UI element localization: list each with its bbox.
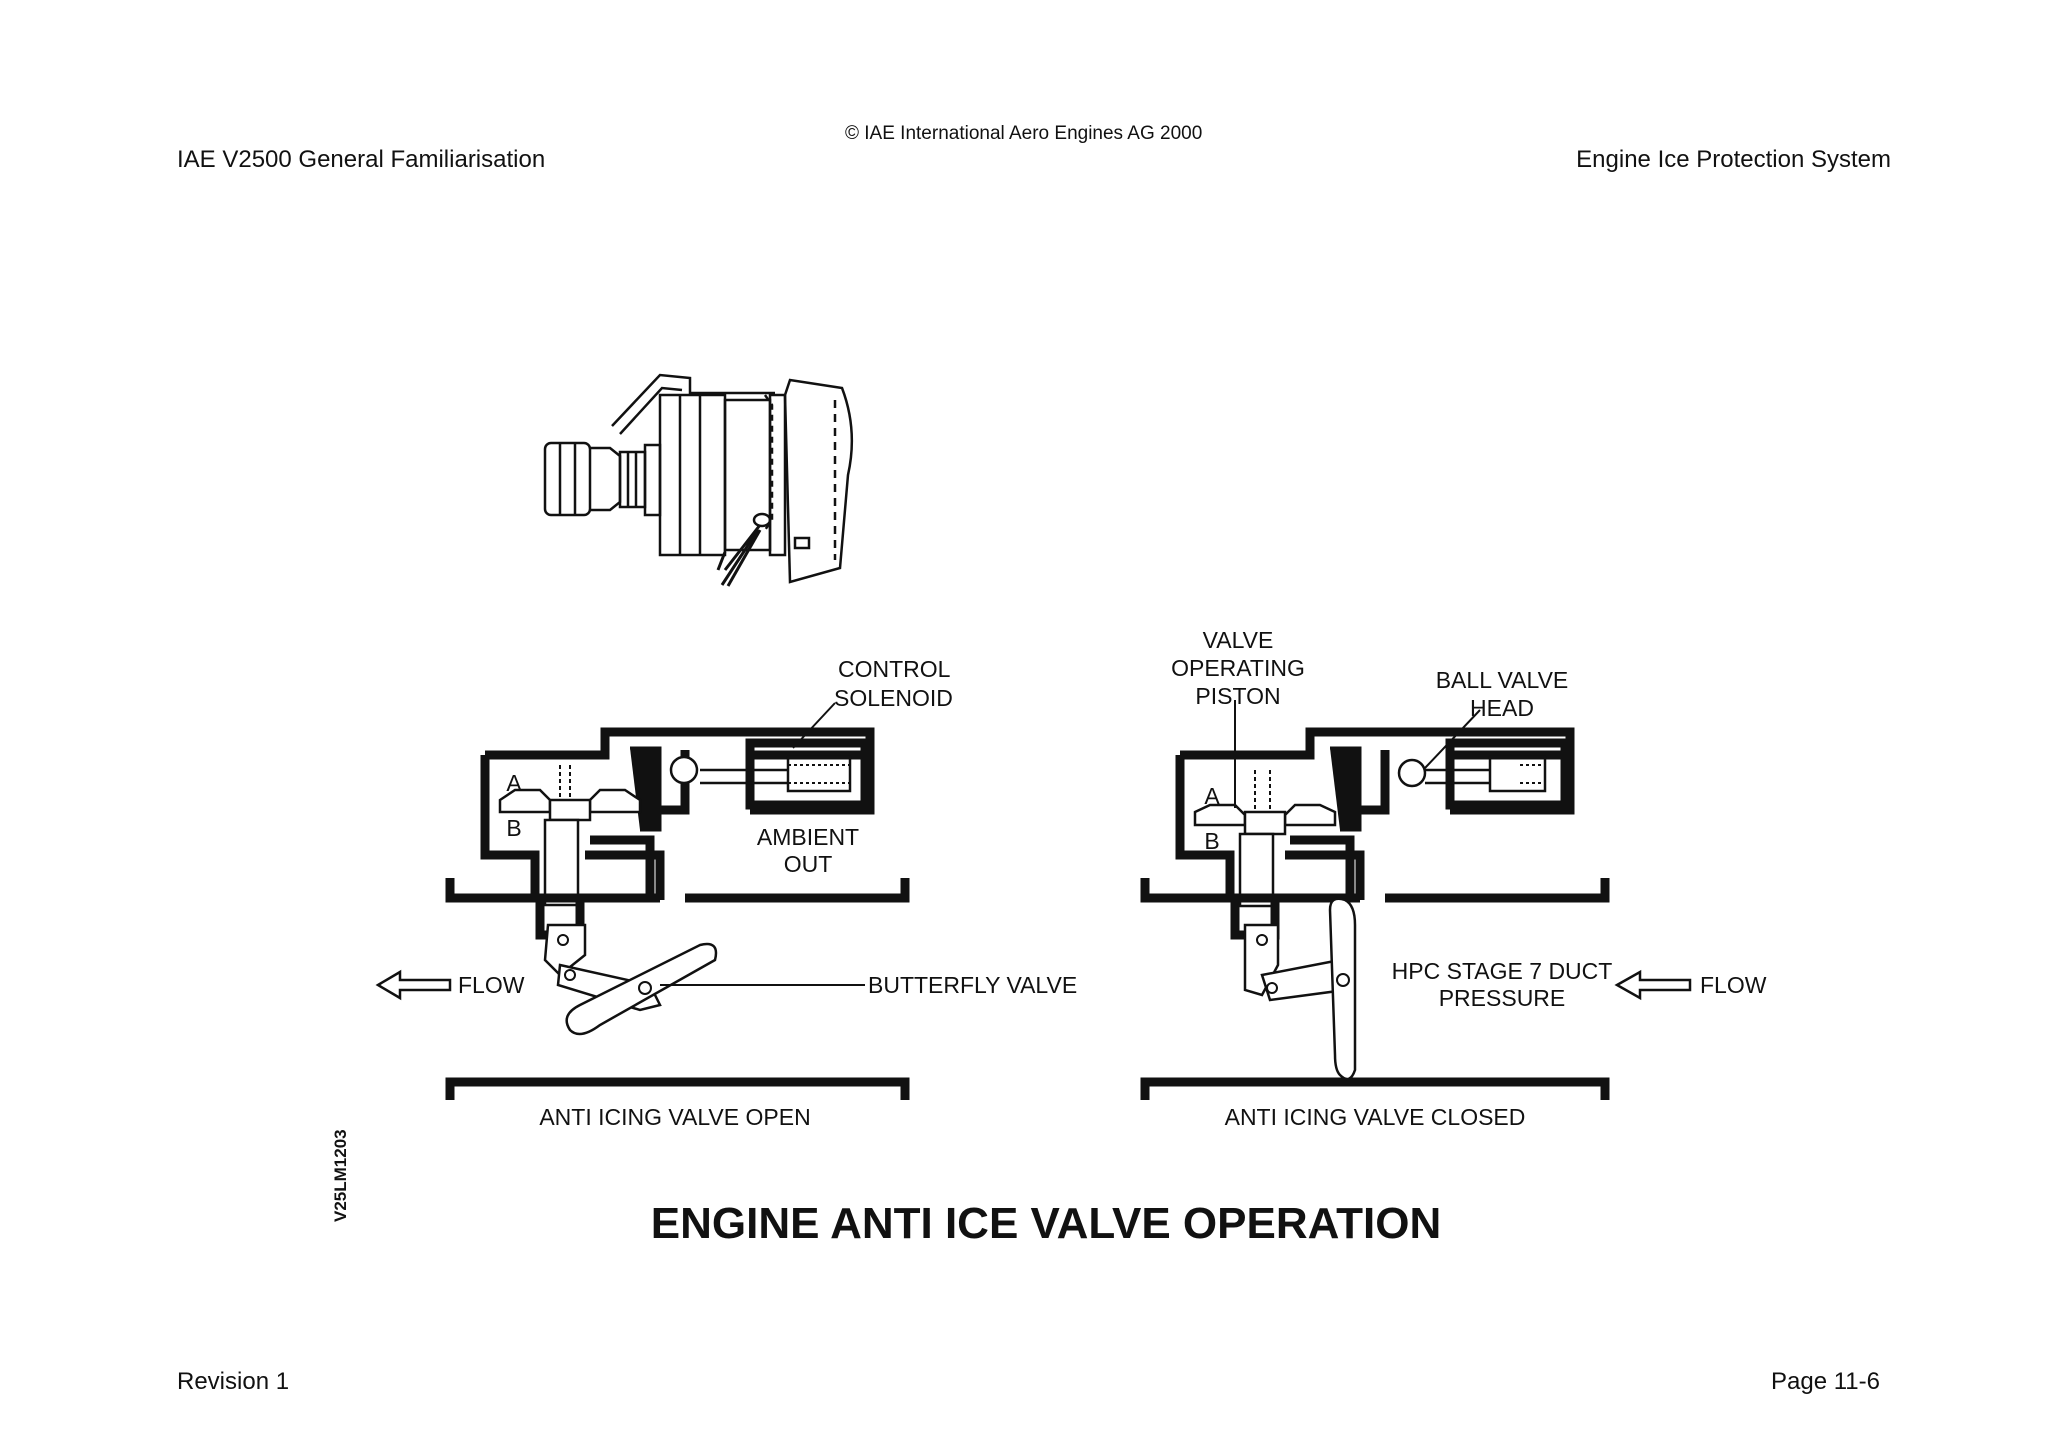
page-number: Page 11-6 xyxy=(1771,1368,1880,1395)
chamber-b-label: B xyxy=(506,815,522,841)
copyright-notice: © IAE International Aero Engines AG 2000 xyxy=(845,123,1203,144)
flow-label-right: FLOW xyxy=(1700,972,1767,998)
closed-valve-panel xyxy=(1145,627,1767,1130)
control-solenoid-label-1: CONTROL xyxy=(838,656,951,682)
butterfly-valve-label: BUTTERFLY VALVE xyxy=(868,972,1078,998)
ball-valve-head-label-2: HEAD xyxy=(1470,695,1534,721)
valve-operating-piston-label-3: PISTON xyxy=(1195,683,1281,709)
document-title: IAE V2500 General Familiarisation xyxy=(177,146,546,173)
figure-title: ENGINE ANTI ICE VALVE OPERATION xyxy=(650,1199,1442,1248)
engine-sketch xyxy=(545,375,852,586)
valve-operating-piston-label-2: OPERATING xyxy=(1171,655,1305,681)
ambient-out-label-1: AMBIENT xyxy=(756,824,860,850)
hpc-pressure-label-2: PRESSURE xyxy=(1438,985,1566,1011)
closed-caption: ANTI ICING VALVE CLOSED xyxy=(1224,1104,1526,1130)
open-valve-panel xyxy=(378,656,1077,1130)
ambient-out-label-2: OUT xyxy=(783,851,833,877)
ball-valve-head-label-1: BALL VALVE xyxy=(1435,667,1569,693)
chamber-a-label: A xyxy=(506,770,522,796)
flow-label-left: FLOW xyxy=(458,972,525,998)
chamber-a-label-closed: A xyxy=(1204,783,1220,809)
section-title: Engine Ice Protection System xyxy=(1576,146,1891,173)
hpc-pressure-label-1: HPC STAGE 7 DUCT xyxy=(1391,958,1613,984)
revision-label: Revision 1 xyxy=(177,1368,290,1395)
figure-code: V25LM1203 xyxy=(331,1129,350,1222)
open-caption: ANTI ICING VALVE OPEN xyxy=(539,1104,811,1130)
control-solenoid-label-2: SOLENOID xyxy=(834,685,953,711)
valve-operating-piston-label-1: VALVE xyxy=(1202,627,1274,653)
chamber-b-label-closed: B xyxy=(1204,828,1220,854)
